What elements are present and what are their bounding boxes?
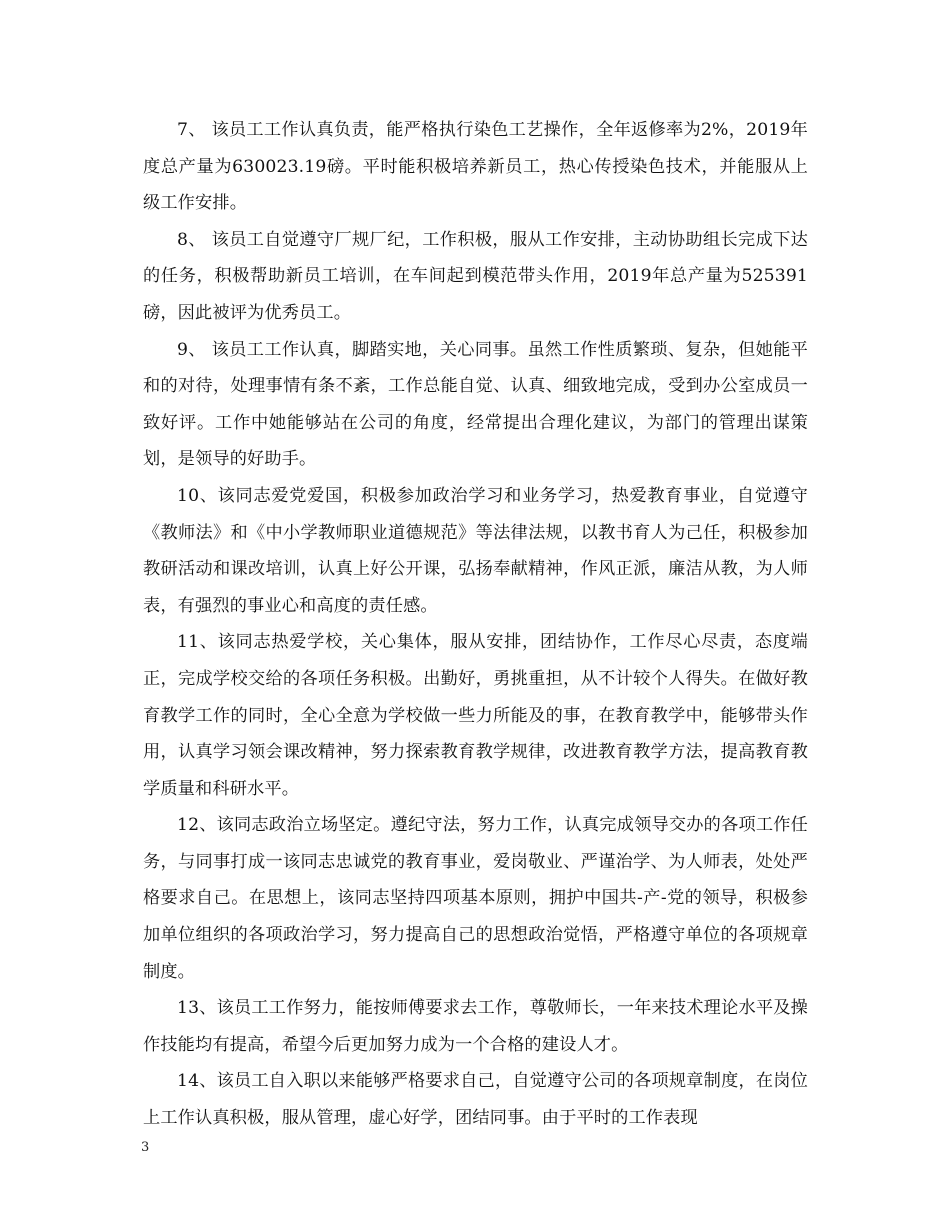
paragraph-item-11: 11、该同志热爱学校，关心集体，服从安排，团结协作，工作尽心尽责，态度端正，完成学校交给的各项任务积极。出勤好，勇挑重担，从不计较个人得失。在做好教育教学工作的同时，全心全意为学校做一些力所能及的事，在教育教学中，能够带头作用，认真学习领会课改精神，努力探索教育教学规律，改进教育教学方法，提高教育教学质量和科研水平。 [143,632,808,799]
page-number: 3 [141,1140,150,1155]
paragraph-item-14: 14、该员工自入职以来能够严格要求自己，自觉遵守公司的各项规章制度，在岗位上工作认真积极，服从管理，虚心好学，团结同事。由于平时的工作表现 [143,1071,808,1129]
paragraph-item-7: 7、 该员工工作认真负责，能严格执行染色工艺操作，全年返修率为2%，2019年度总产量为630023.19磅。平时能积极培养新员工，热心传授染色技术，并能服从上级工作安排。 [143,120,808,214]
document-body [143,112,808,1137]
paragraph-item-13: 13、该员工工作努力，能按师傅要求去工作，尊敬师长，一年来技术理论水平及操作技能均有提高，希望今后更加努力成为一个合格的建设人才。 [143,998,808,1055]
paragraph-item-9: 9、 该员工工作认真，脚踏实地，关心同事。虽然工作性质繁琐、复杂，但她能平和的对待，处理事情有条不紊，工作总能自觉、认真、细致地完成，受到办公室成员一致好评。工作中她能够站在公司的角度，经常提出合理化建议，为部门的管理出谋策划，是领导的好助手。 [143,339,808,470]
paragraph-item-12: 12、该同志政治立场坚定。遵纪守法，努力工作，认真完成领导交办的各项工作任务，与同事打成一该同志忠诚党的教育事业，爱岗敬业、严谨治学、为人师表，处处严格要求自己。在思想上，该同志坚持四项基本原则，拥护中国共-产-党的领导，积极参加单位组织的各项政治学习，努力提高自己的思想政治觉悟，严格遵守单位的各项规章制度。 [143,815,808,982]
paragraph-item-10: 10、该同志爱党爱国，积极参加政治学习和业务学习，热爱教育事业，自觉遵守《教师法》和《中小学教师职业道德规范》等法律法规，以教书育人为己任，积极参加教研活动和课改培训，认真上好公开课，弘扬奉献精神，作风正派，廉洁从教，为人师表，有强烈的事业心和高度的责任感。 [143,485,808,616]
paragraph-item-8: 8、 该员工自觉遵守厂规厂纪，工作积极，服从工作安排，主动协助组长完成下达的任务，积极帮助新员工培训，在车间起到模范带头作用，2019年总产量为525391磅，因此被评为优秀员工。 [143,229,808,323]
